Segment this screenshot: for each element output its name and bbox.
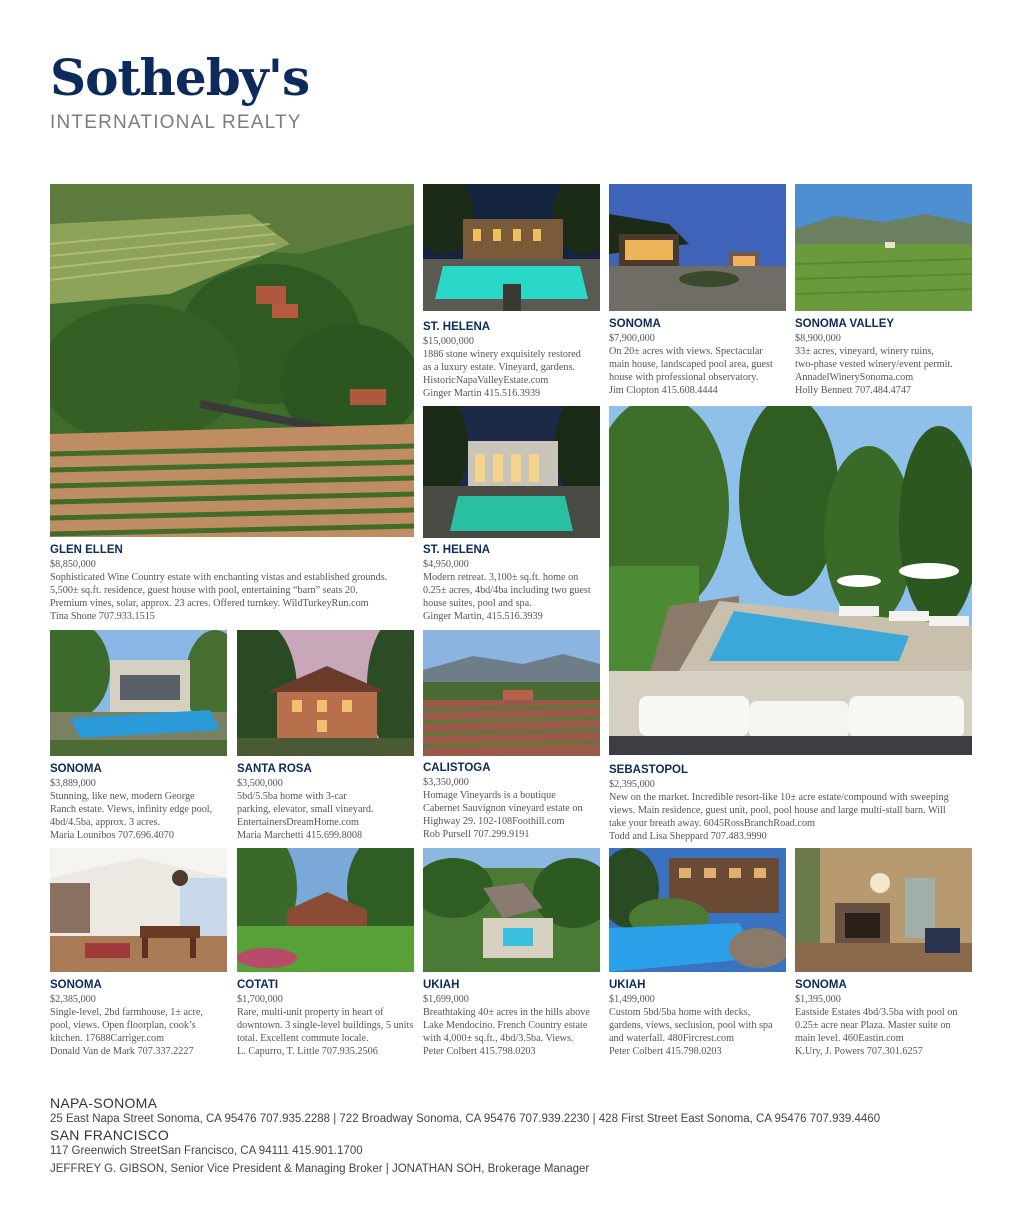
footer-region-napa-sonoma: NAPA-SONOMA: [50, 1095, 158, 1111]
listing-price: $1,395,000: [795, 994, 841, 1005]
listing-desc: pool, views. Open floorplan, cook’s: [50, 1020, 196, 1031]
listing-st-helena-1: [423, 320, 581, 400]
listing-desc: Custom 5bd/5ba home with decks,: [609, 1007, 751, 1018]
listing-contact: Ginger Martin, 415.516.3939: [423, 611, 543, 622]
photo-sonoma-3: [50, 848, 227, 972]
listing-city: SONOMA: [50, 979, 102, 991]
listing-city: CALISTOGA: [423, 762, 491, 774]
footer-region-san-francisco: SAN FRANCISCO: [50, 1127, 170, 1143]
listing-city: SONOMA: [795, 979, 847, 991]
listing-desc: 5,500± sq.ft. residence, guest house with pool, entertaining “barn” seats 20.: [50, 585, 358, 596]
listing-city: SONOMA VALLEY: [795, 318, 895, 330]
listing-ukiah-1: [423, 978, 590, 1058]
listing-price: $2,385,000: [50, 994, 96, 1005]
listing-desc: Lake Mendocino. French Country estate: [423, 1020, 588, 1031]
photo-st-helena-1: [423, 184, 600, 311]
listing-desc: Rare, multi-unit property in heart of: [237, 1007, 384, 1018]
listing-price: $15,000,000: [423, 336, 474, 347]
listing-desc: 5bd/5.5ba home with 3-car: [237, 791, 347, 802]
footer: [50, 1095, 880, 1175]
footer-brokers: JEFFREY G. GIBSON, Senior Vice President & Managing Broker | JONATHAN SOH, Brokerage Manager: [50, 1163, 590, 1175]
listing-city: ST. HELENA: [423, 321, 491, 333]
listing-url: AnnadelWinerySonoma.com: [795, 372, 914, 383]
listing-desc: as a luxury estate. Vineyard, gardens.: [423, 362, 575, 373]
photo-sonoma-1: [609, 184, 786, 311]
listing-price: $8,850,000: [50, 559, 96, 570]
photo-sonoma-4: [795, 848, 972, 972]
listing-desc: take your breath away. 6045RossBranchRoad.com: [609, 818, 815, 829]
listing-contact: Jim Clopton 415.608.4444: [609, 385, 718, 396]
listing-sonoma-valley: [795, 317, 953, 397]
listing-desc: house suites, pool and spa.: [423, 598, 532, 609]
listing-desc: two-phase vested winery/event permit.: [795, 359, 953, 370]
photo-st-helena-2: [423, 406, 600, 538]
listing-price: $1,499,000: [609, 994, 655, 1005]
photo-sonoma-valley: [795, 184, 972, 311]
listing-contact: Maria Marchetti 415.699.8008: [237, 830, 363, 841]
listing-desc: main house, landscaped pool area, guest: [609, 359, 773, 370]
footer-addresses-napa-sonoma: 25 East Napa Street Sonoma, CA 95476 707.935.2288 | 722 Broadway Sonoma, CA 95476 707.939.2230 | 428 First Street East Sonoma, CA 95476 707.939.4460: [50, 1113, 881, 1125]
listing-desc: Homage Vineyards is a boutique: [423, 790, 556, 801]
listing-glen-ellen: [50, 543, 387, 623]
listing-sonoma-1: [609, 317, 773, 397]
listing-contact: Peter Colbert 415.798.0203: [423, 1046, 536, 1057]
listing-desc: main level. 460Eastin.com: [795, 1033, 904, 1044]
listing-desc: Highway 29. 102-108Foothill.com: [423, 816, 565, 827]
listing-desc: total. Excellent commute locale.: [237, 1033, 369, 1044]
listing-price: $3,889,000: [50, 778, 96, 789]
listing-desc: parking, elevator, small vineyard.: [237, 804, 374, 815]
listing-desc: Premium vines, solar, approx. 23 acres. Offered turnkey. WildTurkeyRun.com: [50, 598, 369, 609]
photo-glen-ellen: [50, 184, 414, 537]
listing-contact: K.Ury, J. Powers 707.301.6257: [795, 1046, 923, 1057]
listing-desc: Stunning, like new, modern George: [50, 791, 195, 802]
listing-city: UKIAH: [609, 979, 646, 991]
listing-price: $7,900,000: [609, 333, 655, 344]
listing-price: $4,950,000: [423, 559, 469, 570]
listing-sonoma-2: [50, 762, 212, 842]
listing-city: COTATI: [237, 979, 279, 991]
listing-desc: with 4,000± sq.ft., 4bd/3.5ba. Views.: [423, 1033, 574, 1044]
brand-name: Sotheby's: [50, 48, 310, 107]
listing-cotati: [237, 978, 413, 1058]
listing-santa-rosa: [237, 762, 374, 842]
photo-santa-rosa: [237, 630, 414, 756]
photo-sebastopol: [609, 406, 972, 755]
listing-desc: 0.25± acre near Plaza. Master suite on: [795, 1020, 951, 1031]
listing-desc: downtown. 3 single-level buildings, 5 units: [237, 1020, 414, 1031]
photo-calistoga: [423, 630, 600, 756]
brand-subtitle: INTERNATIONAL REALTY: [50, 112, 302, 133]
listing-price: $3,500,000: [237, 778, 283, 789]
listing-city: SANTA ROSA: [237, 763, 312, 775]
listing-desc: 1886 stone winery exquisitely restored: [423, 349, 581, 360]
listing-contact: Holly Bennett 707.484.4747: [795, 385, 912, 396]
listing-sebastopol: [609, 763, 949, 843]
listing-desc: Sophisticated Wine Country estate with enchanting vistas and established grounds.: [50, 572, 388, 583]
listing-desc: and waterfall. 480Fircrest.com: [609, 1033, 735, 1044]
photo-ukiah-1: [423, 848, 600, 972]
listing-desc: 0.25± acres, 4bd/4ba including two guest: [423, 585, 591, 596]
listing-city: SONOMA: [609, 318, 661, 330]
listing-desc: gardens, views, seclusion, pool with spa: [609, 1020, 773, 1031]
listing-url: HistoricNapaValleyEstate.com: [423, 375, 549, 386]
photo-sonoma-2: [50, 630, 227, 756]
listing-desc: On 20± acres with views. Spectacular: [609, 346, 763, 357]
listing-desc: 4bd/4.5ba, approx. 3 acres.: [50, 817, 161, 828]
listing-price: $1,699,000: [423, 994, 469, 1005]
listing-desc: Modern retreat. 3,100± sq.ft. home on: [423, 572, 579, 583]
listing-desc: kitchen. 17688Carriger.com: [50, 1033, 165, 1044]
listing-desc: Single-level, 2bd farmhouse, 1± acre,: [50, 1007, 203, 1018]
listing-desc: New on the market. Incredible resort-like 10± acre estate/compound with sweeping: [609, 792, 949, 803]
listing-city: ST. HELENA: [423, 544, 491, 556]
brand-logo: [50, 48, 309, 134]
listing-desc: Ranch estate. Views, infinity edge pool,: [50, 804, 213, 815]
listing-price: $8,900,000: [795, 333, 841, 344]
photo-ukiah-2: [609, 848, 786, 972]
listing-desc: 33± acres, vineyard, winery ruins,: [795, 346, 934, 357]
listing-ukiah-2: [609, 978, 773, 1058]
listing-desc: Eastside Estates 4bd/3.5ba with pool on: [795, 1007, 958, 1018]
listing-desc: Breathtaking 40± acres in the hills above: [423, 1007, 590, 1018]
listing-price: $2,395,000: [609, 779, 655, 790]
listing-contact: L. Capurro, T. Little 707.935.2506: [237, 1046, 378, 1057]
listing-st-helena-2: [423, 543, 591, 623]
listing-city: SONOMA: [50, 763, 102, 775]
listing-contact: Donald Van de Mark 707.337.2227: [50, 1046, 194, 1057]
listing-url: EntertainersDreamHome.com: [237, 817, 359, 828]
listing-contact: Ginger Martin 415.516.3939: [423, 388, 541, 399]
listing-price: $3,350,000: [423, 777, 469, 788]
listing-contact: Maria Lounibos 707.696.4070: [50, 830, 174, 841]
listing-contact: Todd and Lisa Sheppard 707.483.9990: [609, 831, 767, 842]
listing-sonoma-3: [50, 978, 203, 1058]
listing-desc: Cabernet Sauvignon vineyard estate on: [423, 803, 583, 814]
listing-desc: views. Main residence, guest unit, pool, pool house and large multi-stall barn. Will: [609, 805, 946, 816]
listing-city: GLEN ELLEN: [50, 544, 123, 556]
listing-contact: Tina Shone 707.933.1515: [50, 611, 155, 622]
listing-calistoga: [423, 761, 583, 841]
listing-contact: Peter Colbert 415.798.0203: [609, 1046, 722, 1057]
photo-cotati: [237, 848, 414, 972]
listing-price: $1,700,000: [237, 994, 283, 1005]
listing-sonoma-4: [795, 978, 957, 1058]
footer-address-san-francisco: 117 Greenwich StreetSan Francisco, CA 94111 415.901.1700: [50, 1145, 363, 1157]
listing-desc: house with professional observatory.: [609, 372, 759, 383]
listing-city: UKIAH: [423, 979, 460, 991]
listing-city: SEBASTOPOL: [609, 764, 689, 776]
listing-contact: Rob Pursell 707.299.9191: [423, 829, 530, 840]
